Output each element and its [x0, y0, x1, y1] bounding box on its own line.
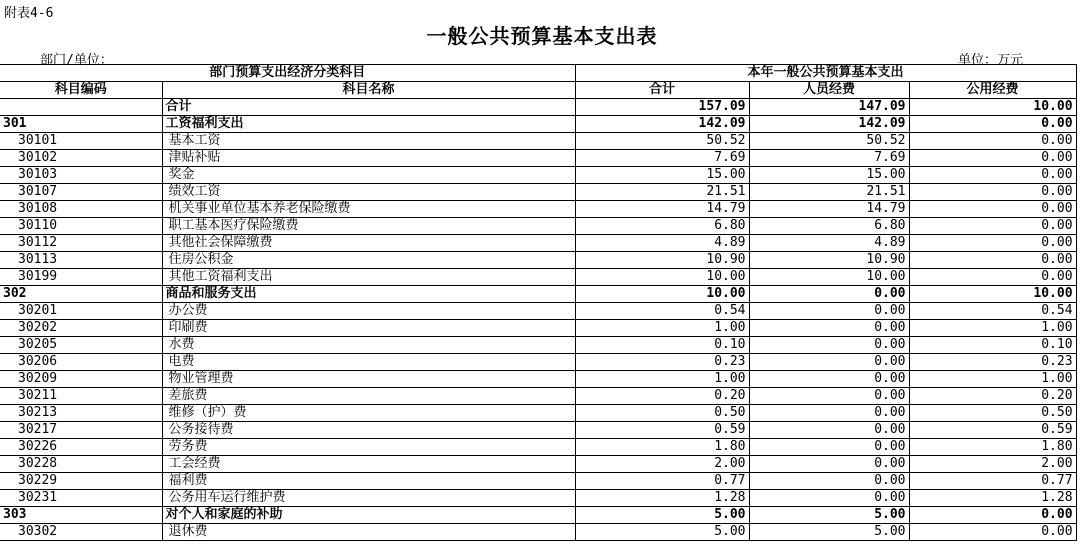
cell-public: 0.00 [909, 150, 1076, 167]
cell-total: 142.09 [575, 116, 749, 133]
cell-name: 福利费 [162, 473, 575, 490]
cell-name: 公务用车运行维护费 [162, 490, 575, 507]
cell-personnel: 21.51 [749, 184, 909, 201]
cell-code: 30206 [0, 354, 162, 371]
cell-public: 1.00 [909, 371, 1076, 388]
cell-total: 1.00 [575, 320, 749, 337]
table-row [0, 337, 1076, 354]
cell-public: 2.00 [909, 456, 1076, 473]
cell-personnel: 142.09 [749, 116, 909, 133]
cell-personnel: 0.00 [749, 456, 909, 473]
cell-name: 津贴补贴 [162, 150, 575, 167]
cell-total: 0.77 [575, 473, 749, 490]
cell-total: 0.50 [575, 405, 749, 422]
header-total: 合计 [575, 82, 749, 99]
cell-personnel: 7.69 [749, 150, 909, 167]
cell-code: 30201 [0, 303, 162, 320]
cell-total: 7.69 [575, 150, 749, 167]
cell-total: 10.00 [575, 286, 749, 303]
cell-name: 水费 [162, 337, 575, 354]
cell-personnel: 0.00 [749, 320, 909, 337]
table-row [0, 269, 1076, 286]
cell-total: 0.54 [575, 303, 749, 320]
cell-name: 商品和服务支出 [162, 286, 575, 303]
table-row [0, 133, 1076, 150]
cell-code: 30101 [0, 133, 162, 150]
cell-total: 15.00 [575, 167, 749, 184]
cell-code: 30103 [0, 167, 162, 184]
cell-name: 工会经费 [162, 456, 575, 473]
cell-code: 302 [0, 286, 162, 303]
cell-name: 绩效工资 [162, 184, 575, 201]
cell-public: 1.00 [909, 320, 1076, 337]
cell-public: 0.00 [909, 167, 1076, 184]
cell-code: 30229 [0, 473, 162, 490]
cell-code: 30112 [0, 235, 162, 252]
cell-personnel: 0.00 [749, 439, 909, 456]
cell-name: 差旅费 [162, 388, 575, 405]
cell-public: 0.54 [909, 303, 1076, 320]
table-row [0, 303, 1076, 320]
table-row [0, 167, 1076, 184]
cell-name: 合计 [162, 99, 575, 116]
table-row [0, 439, 1076, 456]
cell-code: 30107 [0, 184, 162, 201]
cell-personnel: 0.00 [749, 286, 909, 303]
cell-code: 30231 [0, 490, 162, 507]
cell-public: 0.20 [909, 388, 1076, 405]
cell-name: 办公费 [162, 303, 575, 320]
table-row [0, 371, 1076, 388]
cell-public: 1.28 [909, 490, 1076, 507]
cell-name: 对个人和家庭的补助 [162, 507, 575, 524]
cell-code: 301 [0, 116, 162, 133]
header-code: 科目编码 [0, 82, 162, 99]
cell-personnel: 0.00 [749, 473, 909, 490]
cell-personnel: 0.00 [749, 388, 909, 405]
cell-public: 0.50 [909, 405, 1076, 422]
cell-name: 退休费 [162, 524, 575, 541]
cell-name: 工资福利支出 [162, 116, 575, 133]
cell-code: 30205 [0, 337, 162, 354]
cell-total: 0.23 [575, 354, 749, 371]
table-row [0, 252, 1076, 269]
cell-personnel: 0.00 [749, 371, 909, 388]
cell-total: 5.00 [575, 507, 749, 524]
cell-total: 1.28 [575, 490, 749, 507]
cell-total: 4.89 [575, 235, 749, 252]
cell-code: 30211 [0, 388, 162, 405]
cell-public: 0.00 [909, 201, 1076, 218]
table-row [0, 116, 1076, 133]
cell-public: 0.00 [909, 524, 1076, 541]
table-row [0, 456, 1076, 473]
cell-name: 维修（护）费 [162, 405, 575, 422]
table-row [0, 286, 1076, 303]
cell-code: 30108 [0, 201, 162, 218]
header-personnel: 人员经费 [749, 82, 909, 99]
cell-public: 0.00 [909, 218, 1076, 235]
department-label: 部门/单位： [40, 53, 113, 68]
cell-code: 30202 [0, 320, 162, 337]
table-row [0, 405, 1076, 422]
table-row [0, 184, 1076, 201]
cell-personnel: 6.80 [749, 218, 909, 235]
cell-personnel: 15.00 [749, 167, 909, 184]
cell-total: 2.00 [575, 456, 749, 473]
cell-total: 50.52 [575, 133, 749, 150]
cell-total: 5.00 [575, 524, 749, 541]
header-public: 公用经费 [909, 82, 1076, 99]
header-group-left: 部门预算支出经济分类科目 [0, 65, 575, 82]
cell-code: 30113 [0, 252, 162, 269]
header-group-right: 本年一般公共预算基本支出 [575, 65, 1076, 82]
cell-total: 0.59 [575, 422, 749, 439]
cell-public: 0.00 [909, 235, 1076, 252]
cell-personnel: 0.00 [749, 303, 909, 320]
cell-name: 奖金 [162, 167, 575, 184]
cell-code: 303 [0, 507, 162, 524]
page-title: 一般公共预算基本支出表 [426, 24, 658, 48]
cell-public: 0.59 [909, 422, 1076, 439]
cell-public: 0.00 [909, 269, 1076, 286]
header-name: 科目名称 [162, 82, 575, 99]
annex-label: 附表4-6 [4, 6, 54, 21]
cell-personnel: 14.79 [749, 201, 909, 218]
header-column-row [0, 82, 1076, 99]
cell-name: 基本工资 [162, 133, 575, 150]
cell-name: 其他工资福利支出 [162, 269, 575, 286]
cell-total: 0.10 [575, 337, 749, 354]
cell-total: 0.20 [575, 388, 749, 405]
cell-total: 10.90 [575, 252, 749, 269]
cell-personnel: 10.00 [749, 269, 909, 286]
cell-total: 10.00 [575, 269, 749, 286]
cell-code: 30110 [0, 218, 162, 235]
table-row [0, 99, 1076, 116]
cell-personnel: 0.00 [749, 405, 909, 422]
unit-label: 单位：万元 [958, 53, 1024, 68]
cell-personnel: 5.00 [749, 507, 909, 524]
cell-public: 0.10 [909, 337, 1076, 354]
table-row [0, 507, 1076, 524]
cell-public: 0.00 [909, 507, 1076, 524]
table-row [0, 524, 1076, 541]
table-row [0, 473, 1076, 490]
cell-total: 21.51 [575, 184, 749, 201]
table-row [0, 422, 1076, 439]
cell-name: 住房公积金 [162, 252, 575, 269]
cell-public: 10.00 [909, 99, 1076, 116]
table-row [0, 201, 1076, 218]
cell-personnel: 0.00 [749, 354, 909, 371]
cell-public: 10.00 [909, 286, 1076, 303]
cell-code: 30217 [0, 422, 162, 439]
cell-public: 0.77 [909, 473, 1076, 490]
cell-code: 30102 [0, 150, 162, 167]
cell-public: 0.00 [909, 184, 1076, 201]
header-group-row [0, 65, 1076, 82]
cell-name: 机关事业单位基本养老保险缴费 [162, 201, 575, 218]
cell-name: 物业管理费 [162, 371, 575, 388]
cell-personnel: 0.00 [749, 490, 909, 507]
cell-total: 157.09 [575, 99, 749, 116]
cell-code: 30199 [0, 269, 162, 286]
cell-code: 30209 [0, 371, 162, 388]
table-row [0, 490, 1076, 507]
cell-total: 1.00 [575, 371, 749, 388]
cell-code: 30302 [0, 524, 162, 541]
cell-total: 6.80 [575, 218, 749, 235]
cell-code [0, 99, 162, 116]
table-row [0, 354, 1076, 371]
cell-code: 30228 [0, 456, 162, 473]
cell-public: 1.80 [909, 439, 1076, 456]
budget-table [0, 64, 1077, 541]
cell-personnel: 0.00 [749, 337, 909, 354]
cell-public: 0.00 [909, 252, 1076, 269]
cell-personnel: 4.89 [749, 235, 909, 252]
cell-public: 0.00 [909, 133, 1076, 150]
cell-personnel: 50.52 [749, 133, 909, 150]
table-row [0, 388, 1076, 405]
cell-code: 30213 [0, 405, 162, 422]
cell-name: 职工基本医疗保险缴费 [162, 218, 575, 235]
cell-public: 0.23 [909, 354, 1076, 371]
cell-personnel: 0.00 [749, 422, 909, 439]
table-row [0, 320, 1076, 337]
cell-name: 劳务费 [162, 439, 575, 456]
cell-name: 电费 [162, 354, 575, 371]
cell-total: 14.79 [575, 201, 749, 218]
table-row [0, 235, 1076, 252]
cell-public: 0.00 [909, 116, 1076, 133]
cell-personnel: 5.00 [749, 524, 909, 541]
cell-code: 30226 [0, 439, 162, 456]
cell-personnel: 10.90 [749, 252, 909, 269]
cell-name: 公务接待费 [162, 422, 575, 439]
cell-total: 1.80 [575, 439, 749, 456]
cell-name: 其他社会保障缴费 [162, 235, 575, 252]
table-row [0, 218, 1076, 235]
cell-personnel: 147.09 [749, 99, 909, 116]
table-row [0, 150, 1076, 167]
cell-name: 印刷费 [162, 320, 575, 337]
